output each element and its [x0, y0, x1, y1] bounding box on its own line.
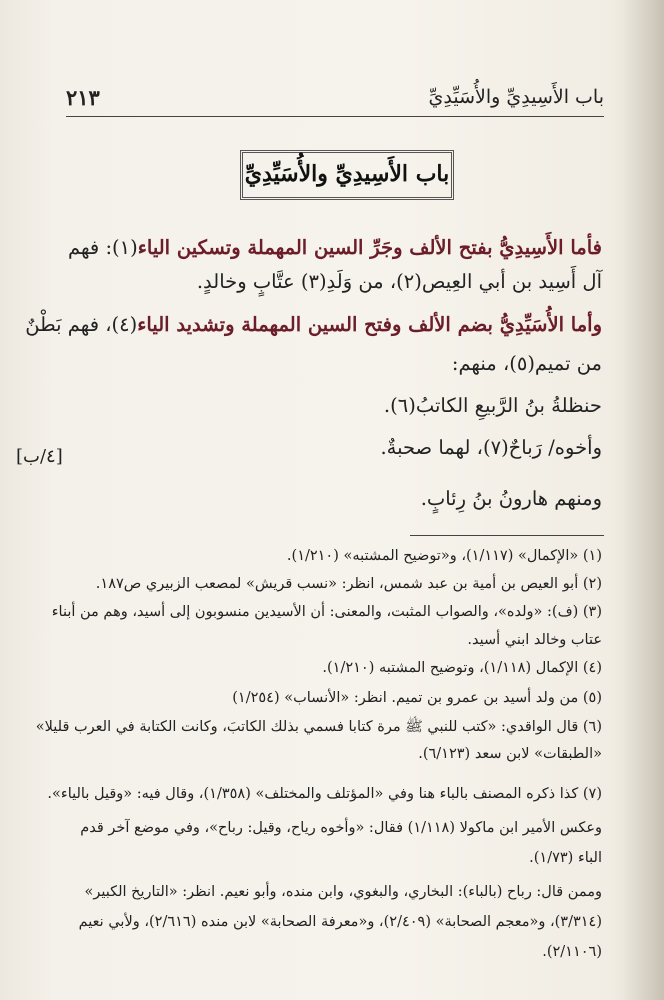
body-line-1-rest: (١): فهم [67, 236, 138, 259]
body-line-3-highlight: وأما الأُسَيِّدِيُّ بضم الألف وفتح السين المهملة وتشديد الياء [137, 313, 602, 336]
body-line-7: ومنهم هارونُ بنُ رِئابٍ. [420, 487, 602, 510]
footnote-7-cont-5: (٢/١١٠٦). [542, 944, 602, 960]
body-line-3-rest: (٤)، فهم بَطْنٌ [25, 313, 138, 336]
running-header [66, 86, 604, 116]
footnote-5: (٥) من ولد أسيد بن عمرو بن تميم. انظر: «الأنساب» (١/٢٥٤) [232, 690, 602, 706]
body-line-3 [25, 313, 602, 336]
header-rule [66, 116, 604, 117]
body-line-6: وأخوه/ رَباحٌ(٧)، لهما صحبةٌ. [380, 436, 602, 459]
footnote-7-cont-2: الباء (١/٧٣). [529, 850, 602, 866]
footnote-separator [410, 535, 604, 536]
footnote-3-cont: عتاب وخالد ابني أسيد. [467, 632, 602, 648]
body-line-1 [62, 236, 602, 259]
footnote-7-cont-3: وممن قال: رباح (بالباء): البخاري، والبغوي، وابن منده، وأبو نعيم. انظر: «التاريخ الكبير» [84, 884, 602, 900]
footnote-7-cont-1: وعكس الأمير ابن ماكولا (١/١١٨) فقال: «وأخوه رياح، وقيل: رباح»، وفي موضع آخر قدم [80, 820, 602, 836]
body-line-4: من تميم(٥)، منهم: [451, 352, 602, 375]
footnote-7: (٧) كذا ذكره المصنف بالباء هنا وفي «المؤتلف والمختلف» (١/٣٥٨)، وقال فيه: «وقيل بالياء». [47, 786, 602, 802]
margin-folio-note: [٤/ب] [16, 446, 63, 467]
footnote-7-cont-4: (٣/٣١٤)، و«معجم الصحابة» (٢/٤٠٩)، و«معرفة الصحابة» لابن منده (٢/٦١٦)، ولأبي نعيم [78, 914, 602, 930]
chapter-title-box [240, 150, 454, 200]
header-title: باب الأَسِيدِيِّ والأُسَيِّدِيِّ [428, 86, 604, 108]
footnote-6: (٦) قال الواقدي: «كتب للنبي ﷺ مرة كتابا فسمي بذلك الكاتبَ، وكانت الكتابة في العرب قليلا» [35, 719, 602, 735]
footnote-6-cont: «الطبقات» لابن سعد (٦/١٢٣). [418, 746, 602, 762]
body-line-5: حنظلةُ بنُ الرَّبيعِ الكاتبُ(٦). [383, 394, 602, 417]
page-number: ٢١٣ [66, 85, 100, 110]
chapter-title: باب الأَسِيدِيِّ والأُسَيِّدِيِّ [244, 161, 450, 187]
body-line-1-highlight: فأما الأَسِيدِيُّ بفتح الألف وجَرِّ السين المهملة وتسكين الياء [137, 236, 602, 259]
footnote-3: (٣) (ف): «ولده»، والصواب المثبت، والمعنى: أن الأسيدين منسوبون إلى أسيد، وهم من أبناء [51, 604, 602, 620]
footnote-2: (٢) أبو العيص بن أمية بن عبد شمس، انظر: «نسب قريش» لمصعب الزبيري ص١٨٧. [95, 576, 602, 592]
footnote-4: (٤) الإكمال (١/١١٨)، وتوضيح المشتبه (١/٢١٠). [322, 660, 602, 676]
footnote-1: (١) «الإكمال» (١/١١٧)، و«توضيح المشتبه» (١/٢١٠). [286, 548, 602, 564]
body-line-2: آل أَسِيد بن أبي العِيص(٢)، من وَلَدِ(٣) عتَّابٍ وخالدٍ. [196, 270, 602, 293]
